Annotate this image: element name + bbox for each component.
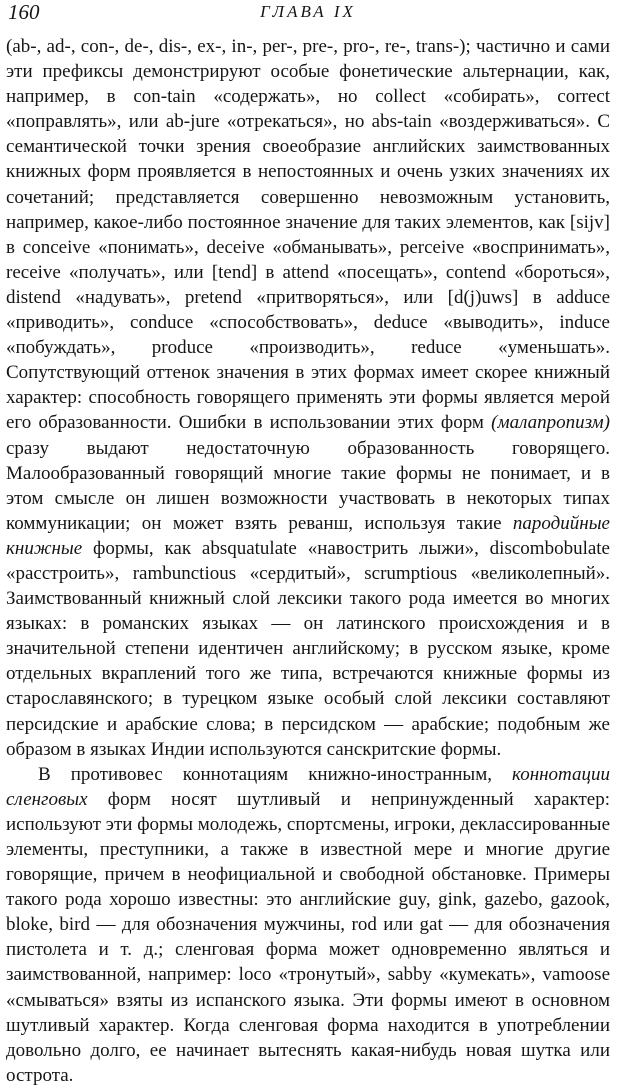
italic-term: пародийные книжные — [6, 512, 610, 559]
paragraph-text: формы, как absquatulate «навострить лыжи», discombobulate «расстроить», rambunctious «сердитый», scrumptious «великолепный». Заимствованный книжный слой лексики такого рода имеется во многих языках: в романских языках — он латинского происхождения и в значительной степени идентичен английскому; в русском языке, кроме отдельных вкраплений того же типа, встречаются книжные формы из старославянского; в турецком языке особый слой лексики составляют персидские и арабские слова; в персидском — арабские; подобным же образом в языках Индии используются санскритские формы. — [6, 537, 610, 760]
paragraph-text: сразу выдают недостаточную образованность говорящего. Малообразованный говорящий многие такие формы не понимает, и в этом смысле он лишен возможности участвовать в некоторых типах коммуникации; он может взять реванш, используя такие — [6, 437, 610, 534]
page-number: 160 — [8, 0, 40, 24]
body-text — [6, 34, 610, 1088]
italic-term: (малапропизм) — [491, 412, 610, 434]
paragraph-text: (ab-, ad-, con-, de-, dis-, ex-, in-, per-, pre-, pro-, re-, trans-); частично и сами эти префиксы демонстрируют особые фонетические альтернации, как, например, в con-tain «содержать», но collect «собирать», correct «поправлять», или ab-jure «отрекаться», но abs-tain «воздерживаться». С семантической точки зрения своеобразие английских заимствованных книжных форм проявляется в непостоянных и очень узких значениях их сочетаний; представляется совершенно невозможным установить, например, какое-либо постоянное значение для таких элементов, как [sijv] в conceive «понимать», deceive «обманывать», perceive «воспринимать», receive «получать», или [tend] в attend «посещать», contend «бороться», distend «надувать», pretend «притворяться», или [d(j)uws] в adduce «приводить», conduce «способствовать», deduce «выводить», induce «побуждать», produce «производить», reduce «уменьшать». Сопутствующий оттенок значения в этих формах имеет скорее книжный характер: способность говорящего применять эти формы является мерой его образованности. Ошибки в использовании этих форм — [6, 36, 610, 434]
paragraph — [6, 762, 610, 1088]
paragraph-text: В противовес коннотациям книжно-иностранным, — [38, 763, 513, 785]
page-header — [6, 0, 610, 34]
paragraph-text: форм носят шутливый и непринужденный характер: используют эти формы молодежь, спортсмены, игроки, деклассированные элементы, преступники, а также в известной мере и многие другие говорящие, причем в неофициальной и свободной обстановке. Примеры такого рода хорошо известны: это английские guy, gink, gazebo, gazook, bloke, bird — для обозначения мужчины, rod или gat — для обозначения пистолета и т. д.; сленговая форма может одновременно являться и заимствованной, например: loco «тронутый», sabby «кумекать», vamoose «смываться» взяты из испанского языка. Эти формы имеют в основном шутливый характер. Когда сленговая форма находится в употреблении довольно долго, ее начинает вытеснять какая-нибудь новая шутка или острота. — [6, 788, 610, 1086]
italic-term: коннотации сленговых — [6, 763, 610, 810]
running-title: ГЛАВА IX — [260, 2, 356, 21]
paragraph — [6, 34, 610, 762]
